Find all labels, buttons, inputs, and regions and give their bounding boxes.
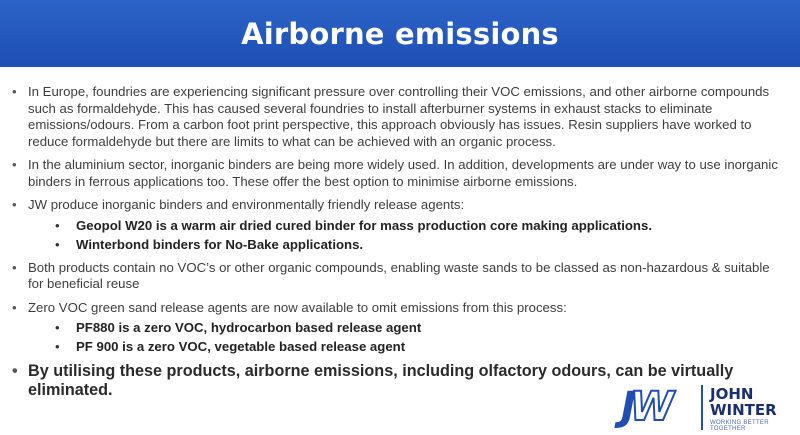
bullet-no-voc: • Both products contain no VOC’s or other organic compounds, enabling waste sands to be classed as non-hazardous & suitable for beneficial reuse [12, 260, 788, 293]
title-bar [0, 0, 800, 67]
sub-bullet-pf880: • PF880 is a zero VOC, hydrocarbon based release agent [28, 319, 788, 336]
bullet-jw-products-text: JW produce inorganic binders and environmentally friendly release agents: [28, 197, 465, 212]
bullet-list [12, 84, 788, 403]
bullet-europe-voc: • In Europe, foundries are experiencing significant pressure over controlling their VOC emissions, and other airborne compounds such as formaldehyde. This has caused several foundries to install afterburner systems in exhaust stacks to eliminate emissions/odours. From a carbon foot print perspective, this approach obviously has issues. Resin suppliers have worked to reduce formaldehyde but there are limits to what can be achieved with an organic process. [12, 84, 788, 150]
slide-body [12, 84, 788, 407]
logo-mark-w: W [629, 384, 669, 430]
bullet-release-agents [12, 300, 788, 356]
bullet-jw-products [12, 197, 788, 253]
john-winter-logo [615, 382, 800, 435]
bullet-conclusion: • By utilising these products, airborne emissions, including olfactory odours, can be virtually eliminated. [12, 362, 788, 400]
jw-products-sublist [28, 217, 788, 253]
sub-bullet-winterbond: • Winterbond binders for No-Bake applications. [28, 236, 788, 253]
bullet-release-agents-text: Zero VOC green sand release agents are now available to omit emissions from this process: [28, 299, 567, 315]
slide-title: Airborne emissions [241, 16, 559, 51]
logo-name-john: JOHN [710, 385, 754, 403]
jw-logo-mark [621, 384, 668, 430]
sub-bullet-pf900: • PF 900 is a zero VOC, vegetable based release agent [28, 338, 788, 355]
release-agents-sublist [28, 319, 788, 355]
logo-mark-j: J [621, 384, 630, 430]
sub-bullet-geopol: • Geopol W20 is a warm air dried cured binder for mass production core making applications. [28, 217, 788, 234]
bullet-aluminium-sector: • In the aluminium sector, inorganic binders are being more widely used. In addition, developments are under way to use inorganic binders in ferrous applications too. These offer the best option to minimise airborne emissions. [12, 157, 788, 190]
logo-wordmark [710, 386, 777, 418]
logo-name-winter: WINTER [710, 401, 777, 419]
logo-divider [701, 385, 703, 430]
logo-tagline: WORKING BETTER TOGETHER [710, 420, 769, 432]
